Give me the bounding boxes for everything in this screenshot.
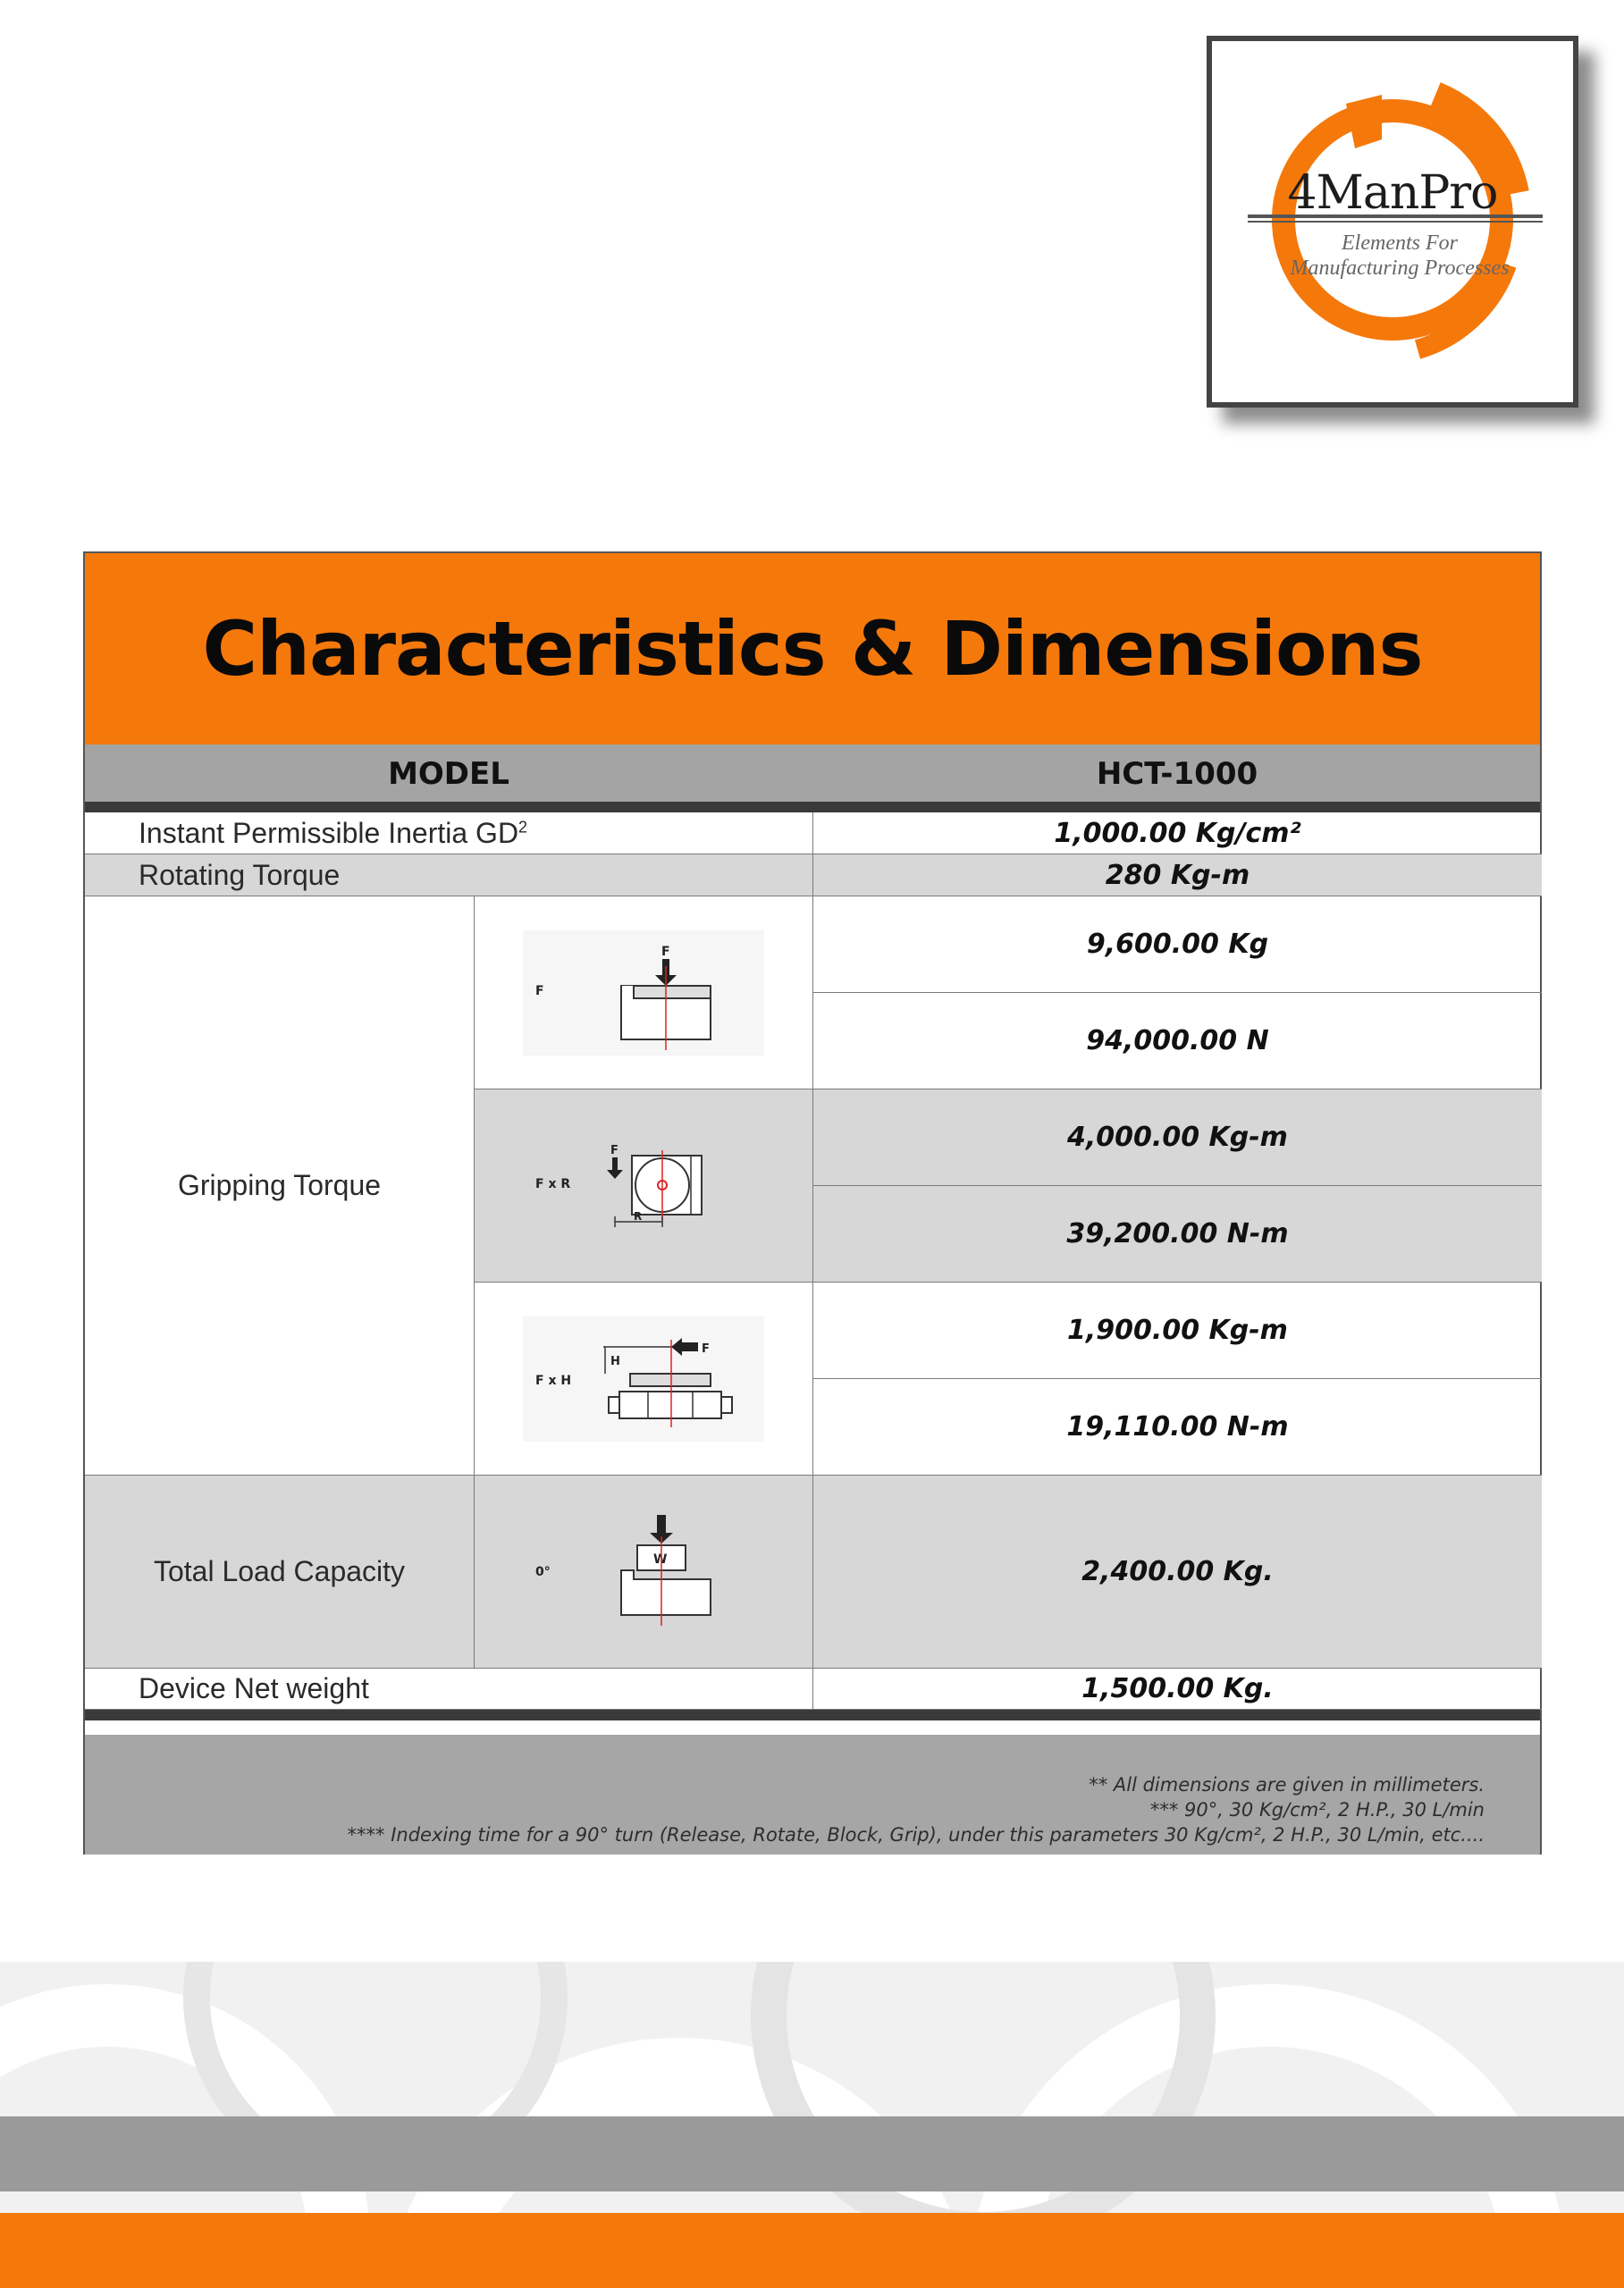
logo-tagline [1266,231,1534,281]
net-weight-value: 1,500.00 Kg. [813,1669,1542,1710]
gripping-diagram-height [475,1283,813,1476]
svg-text:W: W [653,1552,668,1567]
svg-text:H: H [610,1354,620,1368]
torque-height-diagram-icon [523,1316,764,1442]
gripping-torque-label: Gripping Torque [85,896,475,1476]
footer-grey-bar [0,2116,1624,2191]
gripping-height-kgm: 1,900.00 Kg-m [813,1283,1542,1379]
gripping-diagram-force [475,896,813,1089]
rotating-torque-value: 280 Kg-m [813,854,1542,896]
height-diagram-label: F x H [535,1373,572,1388]
inertia-label: Instant Permissible Inertia $GD^2$ [139,816,528,849]
gripping-torque-kgm: 4,000.00 Kg-m [813,1089,1542,1186]
logo-wordmark: 4ManPro [1287,166,1498,220]
footer-divider [85,1710,1540,1720]
net-weight-label-cell [85,1669,813,1710]
model-header-label: MODEL [388,756,509,792]
total-load-label: Total Load Capacity [85,1476,475,1669]
model-header-value: HCT-1000 [1096,756,1258,792]
spec-table [83,551,1542,1855]
logo-tagline-line-1: Elements For [1342,231,1458,255]
torque-radius-diagram-icon [523,1123,764,1249]
notes-band [85,1735,1540,1855]
load-diagram [475,1476,813,1669]
logo-emblem-icon [1212,41,1573,402]
title-band [85,553,1540,744]
footer-spacer [85,1720,1540,1735]
logo-tagline-line-2: Manufacturing Processes [1290,257,1510,280]
svg-text:F: F [610,1143,618,1157]
svg-text:R: R [634,1209,643,1223]
footer-orange-bar [0,2213,1624,2288]
net-weight-label: Device Net weight [139,1672,369,1704]
gripping-force-n: 94,000.00 N [813,993,1542,1089]
force-diagram-label: F [535,983,544,998]
gripping-height-nm: 19,110.00 N-m [813,1379,1542,1476]
gripping-torque-nm: 39,200.00 N-m [813,1186,1542,1283]
svg-text:F: F [661,944,670,959]
note-parameters: *** 90°, 30 Kg/cm², 2 H.P., 30 L/min [1149,1799,1485,1821]
header-divider [85,802,1540,812]
company-logo [1207,36,1578,408]
note-dimensions: ** All dimensions are given in millimeters. [1089,1774,1485,1796]
gripping-force-kg: 9,600.00 Kg [813,896,1542,993]
gripping-diagram-radius [475,1089,813,1283]
inertia-value: 1,000.00 Kg/cm² [813,812,1542,854]
svg-text:F: F [702,1342,710,1356]
inertia-label-cell [85,812,813,854]
rotating-torque-label-cell [85,854,813,896]
force-diagram-icon [523,930,764,1056]
total-load-value: 2,400.00 Kg. [813,1476,1542,1669]
rotating-torque-label: Rotating Torque [139,858,341,891]
model-header [85,744,1540,802]
radius-diagram-label: F x R [535,1176,571,1191]
load-diagram-label: 0° [535,1564,551,1579]
load-diagram-icon [523,1510,764,1635]
note-indexing-time: **** Indexing time for a 90° turn (Release, Rotate, Block, Grip), under this parameters 30 Kg/cm², 2 H.P., 30 L/min, etc.... [347,1824,1485,1846]
page-title: Characteristics & Dimensions [202,605,1423,693]
